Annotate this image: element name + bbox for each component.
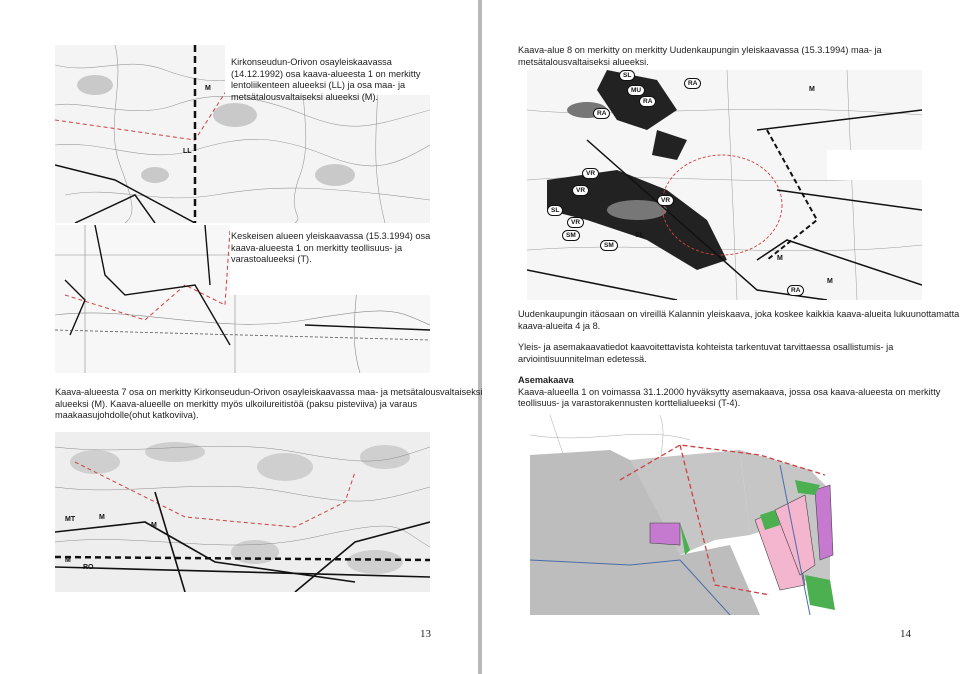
map-label-mu: MU [627,85,645,96]
paragraph-line: teollisuus- ja varastorakennusten korttelialueeksi (T-4). [518,398,741,409]
map-label-m: M [151,522,157,529]
caption-line: kaava-alueesta 1 on merkitty teollisuus- ja [231,242,403,253]
section-asemakaava [518,375,940,410]
right-page [482,0,960,674]
caption-line: Keskeisen alueen yleiskaavassa (15.3.1994) osa [231,231,431,241]
map-kaava-alue-7 [55,432,430,592]
paragraph-kaavatiedot [518,342,893,365]
map-label-sl: SL [547,205,563,216]
map-label-vr: VR [582,168,599,179]
map-label-m: M [65,557,71,564]
paragraph-line: Yleis- ja asemakaavatiedot kaavoitettavista kohteista tarkentuvat tarvittaessa osallistumis- ja [518,342,894,352]
map-label-vr: VR [572,185,589,196]
map-label-ro: RO [83,564,94,571]
section-heading: Asemakaava [518,375,574,385]
caption-line: Kaava-alueesta 7 osa on merkitty Kirkonseudun-Orivon osayleiskaavassa maa- ja metsätalousvaltaiseksi [55,387,483,397]
map-label-sl: SL [635,232,644,239]
map-label-m: M [205,85,211,92]
paragraph-line: arviointisuunnitelman edetessä. [518,353,647,364]
map-label-mt: MT [65,516,76,523]
paragraph-line: kaava-alueita 4 ja 8. [518,320,601,331]
caption-top [518,45,882,68]
paragraph-line: Kaava-alueella 1 on voimassa 31.1.2000 hyväksytty asemakaava, jossa osa kaava-alueesta on merkitty [518,386,941,397]
map-label-sl: SL [619,70,635,81]
caption-line: metsätalousvaltaiseksi alueeksi. [518,56,649,67]
caption-line: varastoalueeksi (T). [231,254,312,265]
map-label-ra: RA [639,96,656,107]
page-number: 14 [900,628,911,640]
page-number: 13 [420,628,431,640]
map-label-vr: VR [567,217,584,228]
paragraph-kalanti [518,309,959,332]
caption-middle [231,231,430,266]
caption-line: alueeksi (M). Kaava-alueelle on merkitty myös ulkoilureitistöä (paksu pisteviiva) ja varaus [55,398,418,409]
map-label-m: M [809,86,815,93]
caption-line: metsätalousvaltaiseksi alueeksi (M). [231,91,379,102]
caption-line: lentoliikenteen alueeksi (LL) ja osa maa- ja [231,80,406,91]
map-label-m: M [99,514,105,521]
caption-line: Kaava-alue 8 on merkitty on merkitty Uudenkaupungin yleiskaavassa (15.3.1994) maa- ja [518,45,882,55]
map-label-ra: RA [787,285,804,296]
caption-top [231,57,420,103]
map-label-ra: RA [684,78,701,89]
map-label-m: M [827,278,833,285]
caption-line: Kirkonseudun-Orivon osayleiskaavassa [231,57,392,67]
caption-line: (14.12.1992) osa kaava-alueesta 1 on merkitty [231,68,421,79]
map-label-sm: SM [562,230,580,241]
map-label-sm: SM [600,240,618,251]
paragraph-line: Uudenkaupungin itäosaan on vireillä Kalannin yleiskaava, joka koskee kaikkia kaava-alueita lukuunottamatta [518,309,960,319]
map-label-vr: VR [657,195,674,206]
caption-line: maakaasujohdolle(ohut katkoviiva). [55,410,199,421]
map-label-ll: LL [183,148,192,155]
map-label-ra: RA [593,108,610,119]
caption-bottom [55,387,482,422]
map-kaava-alue-8 [527,70,922,300]
map-label-m: M [777,255,783,262]
map-asemakaava [530,415,838,615]
